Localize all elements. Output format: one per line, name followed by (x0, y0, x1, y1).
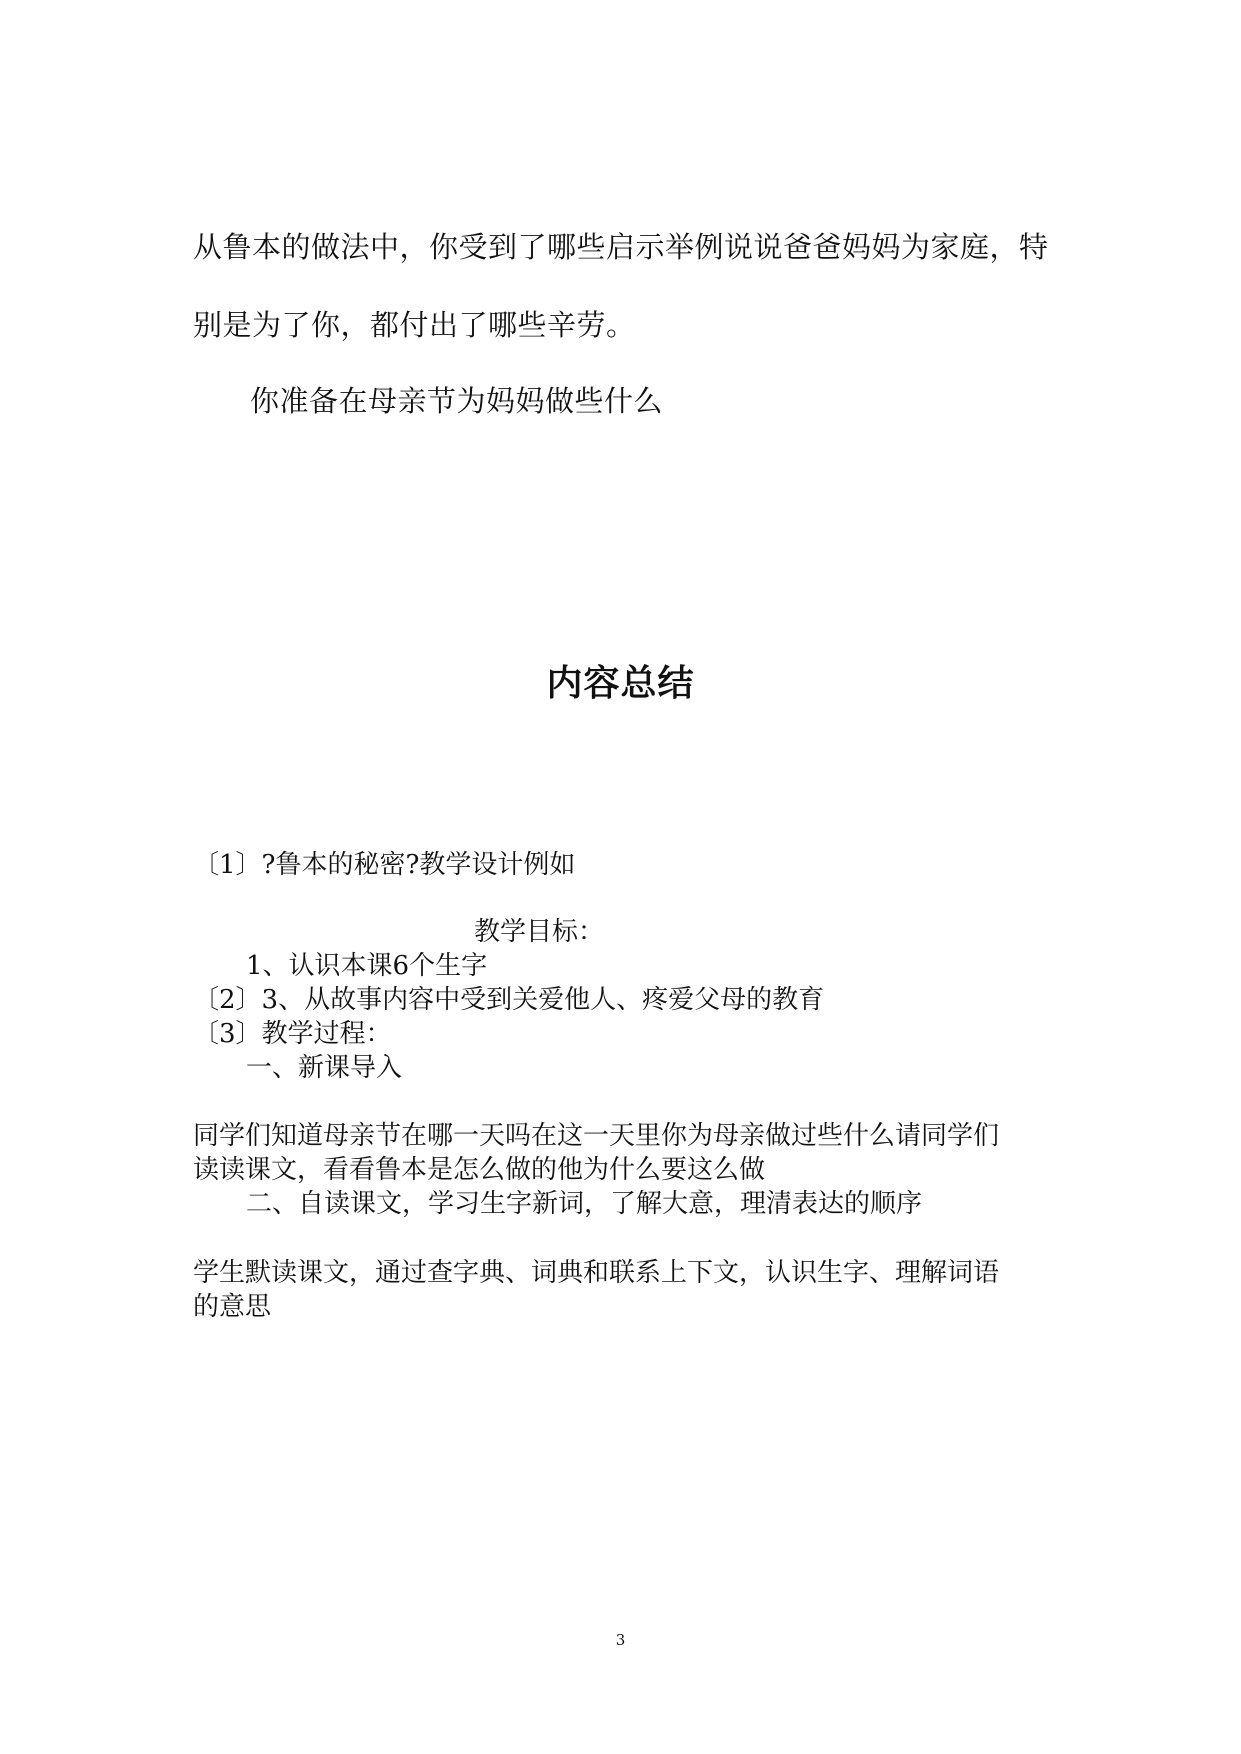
section-title: 内容总结 (546, 663, 695, 704)
paragraph-line: 读读课文，看看鲁本是怎么做的他为什么要这么做 (193, 1155, 766, 1185)
list-item: 1、认识本课6个生字 (246, 951, 488, 981)
subheading: 一、新课导入 (246, 1053, 403, 1083)
subheading: 二、自读课文，学习生字新词，了解大意，理清表达的顺序 (246, 1189, 923, 1219)
paragraph-line: 学生默读课文，通过查字典、词典和联系上下文，认识生字、理解词语 (193, 1258, 1000, 1288)
paragraph-line: 的意思 (193, 1292, 272, 1322)
paragraph-line: 同学们知道母亲节在哪一天吗在这一天里你为母亲做过些什么请同学们 (193, 1121, 1000, 1151)
paragraph-line: 从鲁本的做法中，你受到了哪些启示举例说说爸爸妈妈为家庭，特 (193, 230, 1049, 264)
page-number: 3 (615, 1631, 626, 1649)
subheading: 教学目标： (474, 917, 605, 947)
list-item: 〔3〕教学过程： (193, 1019, 392, 1049)
list-item: 〔2〕3、从故事内容中受到关爱他人、疼爱父母的教育 (193, 985, 825, 1015)
list-item: 〔1〕?鲁本的秘密?教学设计例如 (193, 850, 576, 880)
paragraph-question: 你准备在母亲节为妈妈做些什么 (250, 384, 664, 418)
paragraph-line: 别是为了你，都付出了哪些辛劳。 (193, 308, 636, 342)
